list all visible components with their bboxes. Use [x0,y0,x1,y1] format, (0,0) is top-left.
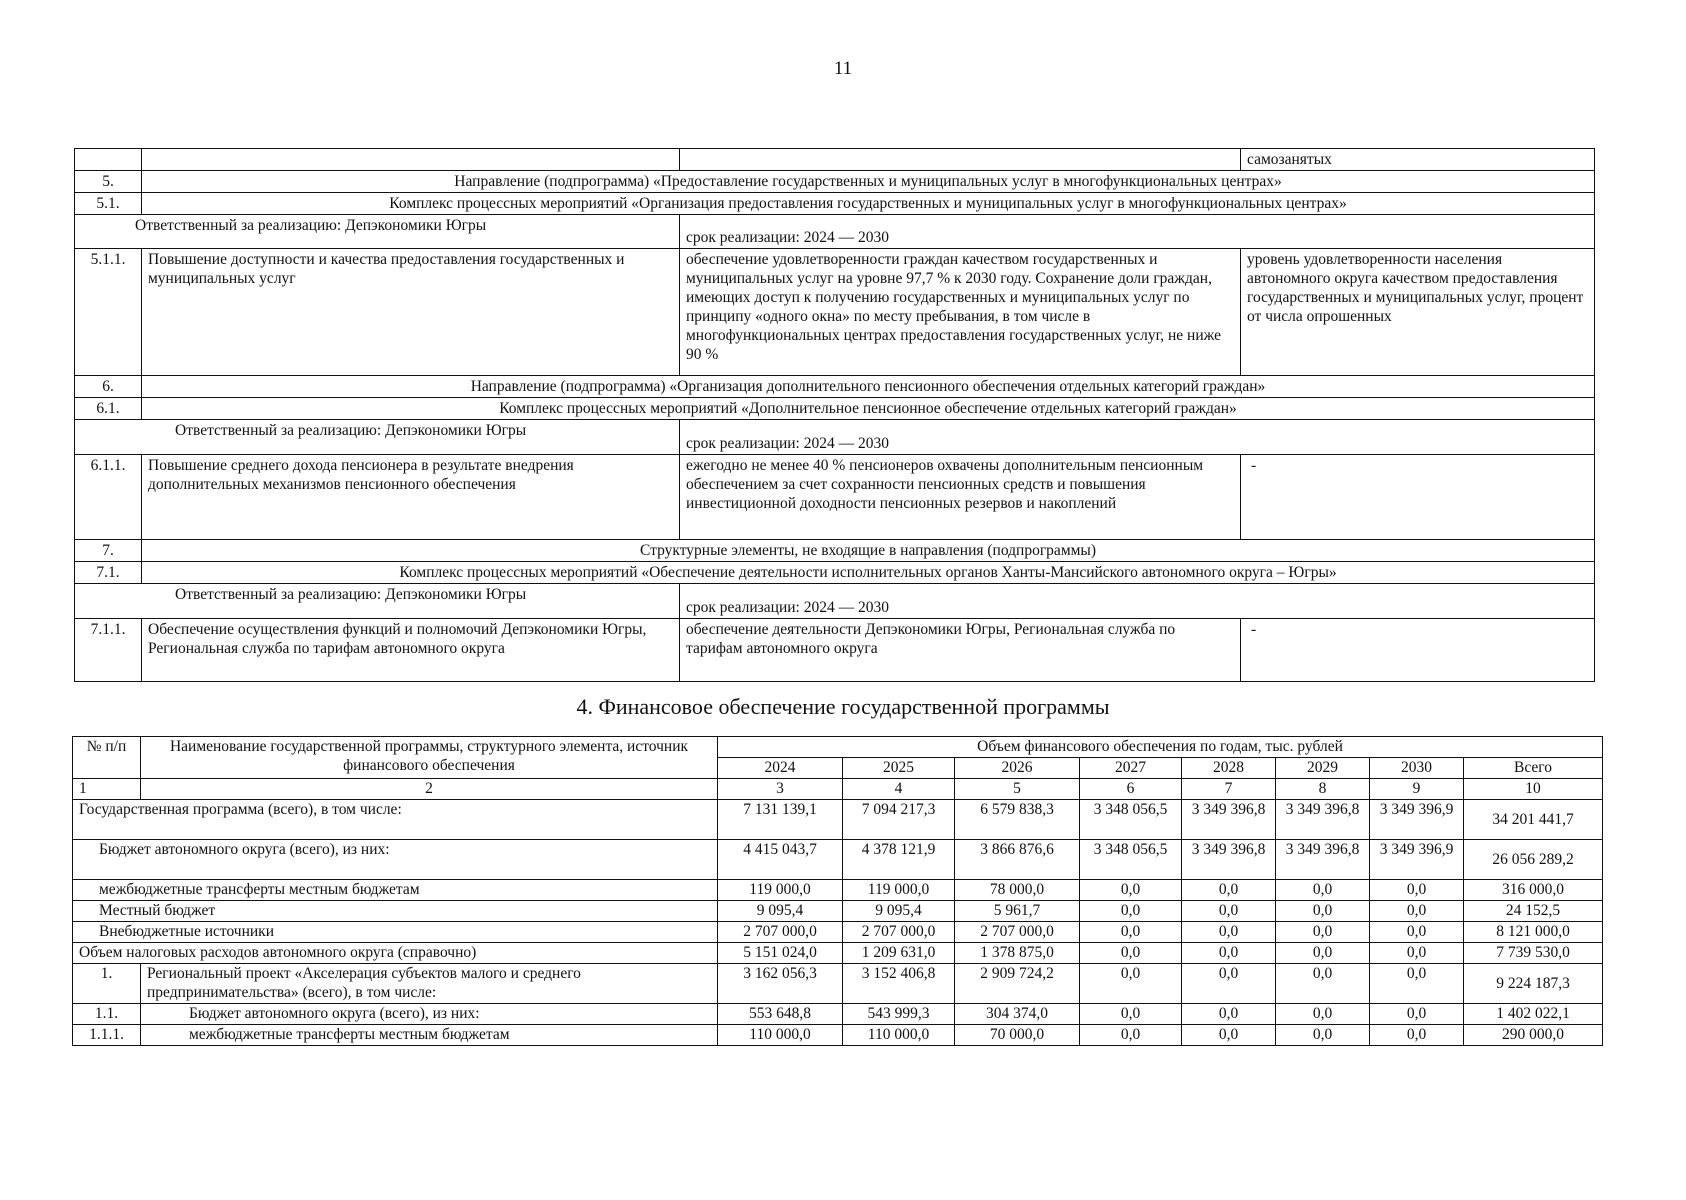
direction-row [75,171,1595,193]
table-row [73,880,1603,901]
row-number: 6. [75,376,142,398]
effect-cell: ежегодно не менее 40 % пенсионеров охвачены дополнительным пенсионным обеспечением за счет сохранности пенсионных средств и повышения инвестиционной доходности пенсионных резервов и накоплений [680,455,1241,540]
row-value: 0,0 [1182,1004,1276,1025]
row-value: 7 094 217,3 [843,800,955,840]
row-value: 304 374,0 [955,1004,1080,1025]
row-value: 0,0 [1276,964,1370,1004]
row-value: 0,0 [1080,1004,1182,1025]
row-value: 2 707 000,0 [955,922,1080,943]
col-number: 5 [955,779,1080,800]
col-header-year: 2027 [1080,758,1182,779]
row-value: 0,0 [1182,901,1276,922]
row-value: 3 866 876,6 [955,840,1080,880]
row-value: 3 349 396,8 [1276,840,1370,880]
row-value: 0,0 [1370,880,1464,901]
col-number: 1 [73,779,141,800]
task-row [75,619,1595,682]
col-header-num: № п/п [73,737,141,779]
complex-row [75,193,1595,215]
row-total: 316 000,0 [1464,880,1603,901]
row-value: 9 095,4 [843,901,955,922]
table-row [73,901,1603,922]
row-value: 1 209 631,0 [843,943,955,964]
row-value: 5 151 024,0 [718,943,843,964]
row-value: 110 000,0 [843,1025,955,1046]
direction-title: Структурные элементы, не входящие в направления (подпрограммы) [142,540,1595,562]
col-header-year: 2025 [843,758,955,779]
col-header-year: 2029 [1276,758,1370,779]
row-name: Региональный проект «Акселерация субъектов малого и среднего предпринимательства» (всего), в том числе: [141,964,718,1004]
row-value: 4 378 121,9 [843,840,955,880]
col-header-total: Всего [1464,758,1603,779]
row-value: 0,0 [1370,901,1464,922]
row-name: межбюджетные трансферты местным бюджетам [141,1025,718,1046]
row-value: 0,0 [1182,880,1276,901]
row-value: 0,0 [1276,1004,1370,1025]
row-value: 1 378 875,0 [955,943,1080,964]
row-value: 0,0 [1276,880,1370,901]
row-value: 0,0 [1370,1004,1464,1025]
responsible-cell: Ответственный за реализацию: Депэкономики Югры [75,420,680,455]
row-value: 0,0 [1080,964,1182,1004]
row-value: 0,0 [1182,1025,1276,1046]
col-number: 3 [718,779,843,800]
page-number: 11 [833,58,853,79]
col-number: 6 [1080,779,1182,800]
row-value: 4 415 043,7 [718,840,843,880]
column-numbers-row [73,779,1603,800]
responsible-cell: Ответственный за реализацию: Депэкономики Югры [75,215,680,249]
task-row [75,249,1595,376]
direction-row [75,376,1595,398]
row-number: 7. [75,540,142,562]
row-name: Государственная программа (всего), в том числе: [73,800,718,840]
row-value: 7 131 139,1 [718,800,843,840]
row-number: 6.1.1. [75,455,142,540]
term-cell: срок реализации: 2024 — 2030 [680,420,1595,455]
indicator-cell: - [1241,455,1595,540]
row-value: 5 961,7 [955,901,1080,922]
table-row [73,922,1603,943]
header-row [73,737,1603,758]
row-total: 1 402 022,1 [1464,1004,1603,1025]
indicator-cell: уровень удовлетворенности населения автономного округа качеством предоставления государственных и муниципальных услуг, процент от числа опрошенных [1241,249,1595,376]
col-header-volume: Объем финансового обеспечения по годам, тыс. рублей [718,737,1603,758]
row-value: 0,0 [1370,964,1464,1004]
task-cell: Повышение среднего дохода пенсионера в результате внедрения дополнительных механизмов пенсионного обеспечения [142,455,680,540]
row-value: 0,0 [1080,1025,1182,1046]
row-total: 9 224 187,3 [1464,964,1603,1004]
row-total: 24 152,5 [1464,901,1603,922]
indicator-cell: самозанятых [1241,149,1595,171]
row-total: 26 056 289,2 [1464,840,1603,880]
effect-cell: обеспечение деятельности Депэкономики Югры, Региональная служба по тарифам автономного округа [680,619,1241,682]
row-value: 0,0 [1276,922,1370,943]
task-cell: Обеспечение осуществления функций и полномочий Депэкономики Югры, Региональная служба по тарифам автономного округа [142,619,680,682]
row-value: 3 349 396,9 [1370,800,1464,840]
table-row [73,800,1603,840]
col-header-year: 2030 [1370,758,1464,779]
row-number: 1.1. [73,1004,141,1025]
direction-row [75,540,1595,562]
row-value: 9 095,4 [718,901,843,922]
row-value: 3 348 056,5 [1080,840,1182,880]
row-value: 0,0 [1080,901,1182,922]
col-number: 7 [1182,779,1276,800]
row-value: 0,0 [1080,880,1182,901]
row-number: 7.1.1. [75,619,142,682]
row-value: 553 648,8 [718,1004,843,1025]
table-row [73,840,1603,880]
row-value: 2 909 724,2 [955,964,1080,1004]
row-value: 0,0 [1182,943,1276,964]
col-number: 10 [1464,779,1603,800]
row-value: 0,0 [1370,1025,1464,1046]
term-cell: срок реализации: 2024 — 2030 [680,584,1595,619]
complex-row [75,398,1595,420]
row-value: 2 707 000,0 [718,922,843,943]
col-header-name: Наименование государственной программы, структурного элемента, источник финансового обеспечения [141,737,718,779]
row-value: 0,0 [1370,922,1464,943]
section-title: 4. Финансовое обеспечение государственной программы [576,694,1110,719]
row-value: 3 349 396,8 [1276,800,1370,840]
col-number: 2 [141,779,718,800]
row-value: 119 000,0 [718,880,843,901]
col-number: 8 [1276,779,1370,800]
row-value: 3 152 406,8 [843,964,955,1004]
row-total: 290 000,0 [1464,1025,1603,1046]
row-value: 3 348 056,5 [1080,800,1182,840]
indicator-cell: - [1241,619,1595,682]
row-value: 0,0 [1276,1025,1370,1046]
financial-table [72,736,1603,1046]
row-value: 0,0 [1080,943,1182,964]
task-row [75,455,1595,540]
direction-title: Направление (подпрограмма) «Предоставление государственных и муниципальных услуг в многофункциональных центрах» [142,171,1595,193]
row-name: Объем налоговых расходов автономного округа (справочно) [73,943,718,964]
row-value: 0,0 [1080,922,1182,943]
term-cell: срок реализации: 2024 — 2030 [680,215,1595,249]
row-value: 0,0 [1370,943,1464,964]
direction-title: Направление (подпрограмма) «Организация дополнительного пенсионного обеспечения отдельных категорий граждан» [142,376,1595,398]
table-row [75,149,1595,171]
responsible-row [75,420,1595,455]
row-value: 6 579 838,3 [955,800,1080,840]
row-name: межбюджетные трансферты местным бюджетам [73,880,718,901]
table-row [73,943,1603,964]
row-value: 110 000,0 [718,1025,843,1046]
responsible-row [75,584,1595,619]
row-number: 5.1. [75,193,142,215]
col-header-year: 2024 [718,758,843,779]
row-value: 3 349 396,8 [1182,840,1276,880]
row-value: 0,0 [1276,943,1370,964]
row-value: 70 000,0 [955,1025,1080,1046]
responsible-cell: Ответственный за реализацию: Депэкономики Югры [75,584,680,619]
row-number: 1.1.1. [73,1025,141,1046]
effect-cell: обеспечение удовлетворенности граждан качеством государственных и муниципальных услуг на уровне 97,7 % к 2030 году. Сохранение доли граждан, имеющих доступ к получению государственных и муниципальных услуг по принципу «одного окна» по месту пребывания, в том числе в многофункциональных центрах предоставления государственных услуг, не ниже 90 % [680,249,1241,376]
row-value: 0,0 [1182,964,1276,1004]
row-value: 0,0 [1182,922,1276,943]
complex-title: Комплекс процессных мероприятий «Обеспечение деятельности исполнительных органов Ханты-Мансийского автономного округа – Югры» [142,562,1595,584]
row-value: 3 349 396,8 [1182,800,1276,840]
col-header-year: 2028 [1182,758,1276,779]
structural-elements-table [74,148,1595,682]
row-total: 8 121 000,0 [1464,922,1603,943]
row-value: 0,0 [1276,901,1370,922]
row-number: 6.1. [75,398,142,420]
table-row [73,1004,1603,1025]
responsible-row [75,215,1595,249]
complex-title: Комплекс процессных мероприятий «Дополнительное пенсионное обеспечение отдельных категорий граждан» [142,398,1595,420]
table-row [73,1025,1603,1046]
col-number: 9 [1370,779,1464,800]
row-total: 7 739 530,0 [1464,943,1603,964]
row-value: 119 000,0 [843,880,955,901]
col-header-year: 2026 [955,758,1080,779]
row-number: 5. [75,171,142,193]
row-name: Бюджет автономного округа (всего), из них: [73,840,718,880]
row-value: 3 162 056,3 [718,964,843,1004]
row-name: Бюджет автономного округа (всего), из них: [141,1004,718,1025]
row-name: Внебюджетные источники [73,922,718,943]
row-value: 2 707 000,0 [843,922,955,943]
complex-title: Комплекс процессных мероприятий «Организация предоставления государственных и муниципальных услуг в многофункциональных центрах» [142,193,1595,215]
col-number: 4 [843,779,955,800]
task-cell: Повышение доступности и качества предоставления государственных и муниципальных услуг [142,249,680,376]
row-total: 34 201 441,7 [1464,800,1603,840]
table-row [73,964,1603,1004]
row-value: 3 349 396,9 [1370,840,1464,880]
row-number: 5.1.1. [75,249,142,376]
row-value: 78 000,0 [955,880,1080,901]
row-number: 1. [73,964,141,1004]
row-number: 7.1. [75,562,142,584]
row-name: Местный бюджет [73,901,718,922]
complex-row [75,562,1595,584]
row-value: 543 999,3 [843,1004,955,1025]
